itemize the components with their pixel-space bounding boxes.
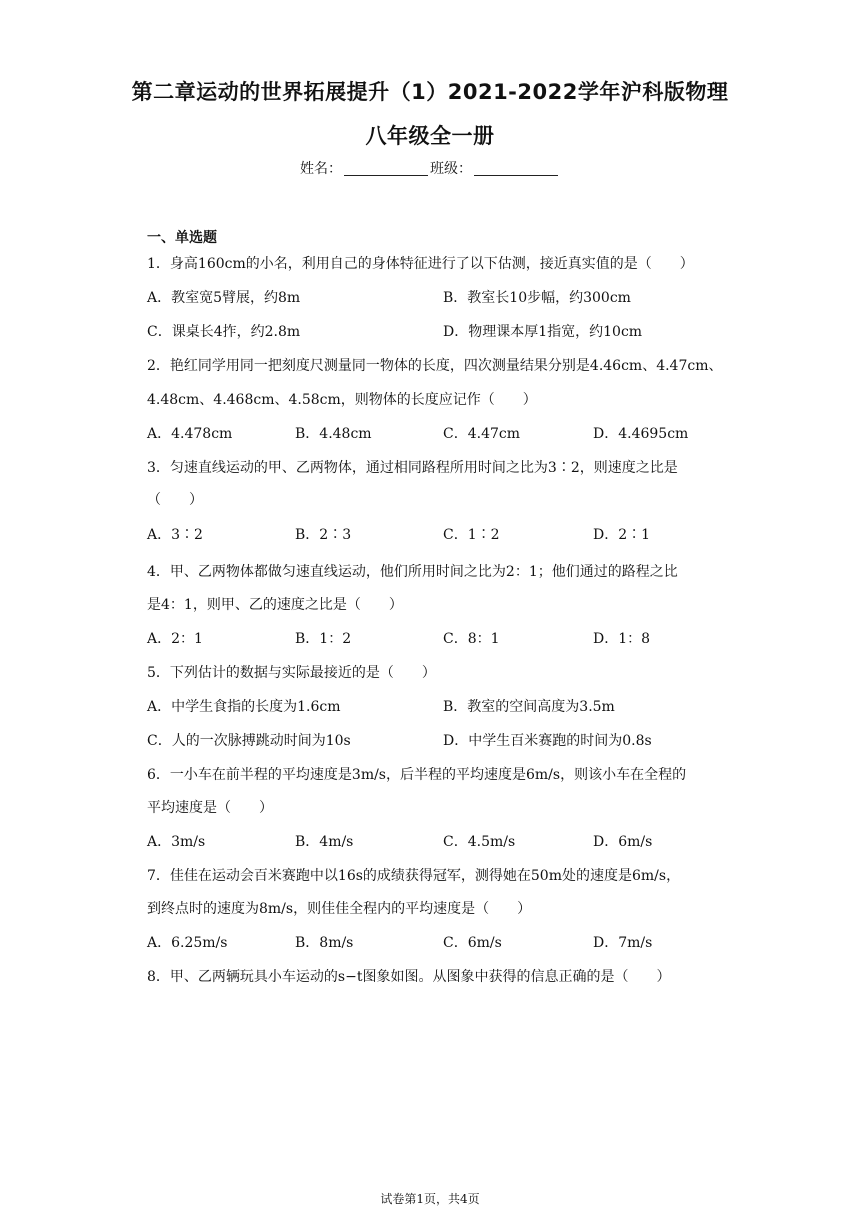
question-6-line-1: 6．一小车在前半程的平均速度是3m/s，后半程的平均速度是6m/s，则该小车在全程的 [147,767,687,783]
section-heading: 一、单选题 [147,230,217,246]
page-footer: 试卷第1页，共4页 [380,1192,480,1206]
question-7-line-1: 7．佳佳在运动会百米赛跑中以16s的成绩获得冠军，测得她在50m处的速度是6m/s， [147,868,681,884]
class-blank [474,161,558,176]
q6-option-b: B．4m/s [295,834,354,850]
question-3-line-1: 3．匀速直线运动的甲、乙两物体，通过相同路程所用时间之比为3∶2，则速度之比是 [147,460,678,476]
q2-option-d: D．4.4695cm [593,426,689,442]
q7-option-c: C．6m/s [443,935,502,951]
q3-option-c: C．1∶2 [443,527,500,543]
question-1: 1．身高160cm的小名，利用自己的身体特征进行了以下估测，接近真实值的是（ ） [147,256,694,272]
q3-option-d: D．2∶1 [593,527,651,543]
q2-option-c: C．4.47cm [443,426,520,442]
q5-option-d: D．中学生百米赛跑的时间为0.8s [443,733,652,749]
q4-option-a: A．2：1 [147,631,203,647]
q6-option-a: A．3m/s [147,834,206,850]
name-label: 姓名： [300,161,342,177]
question-2-line-2: 4.48cm、4.468cm、4.58cm，则物体的长度应记作（ ） [147,392,537,408]
q5-option-c: C．人的一次脉搏跳动时间为10s [147,733,351,749]
name-blank [344,161,428,176]
title-line-2: 八年级全一册 [365,124,495,148]
q4-option-b: B．1：2 [295,631,352,647]
student-info [0,158,860,178]
q5-option-a: A．中学生食指的长度为1.6cm [147,699,341,715]
q5-option-b: B．教室的空间高度为3.5m [443,699,615,715]
q1-option-d: D．物理课本厚1指宽，约10cm [443,324,643,340]
question-4-line-2: 是4：1，则甲、乙的速度之比是（ ） [147,597,403,613]
q1-option-a: A．教室宽5臂展，约8m [147,290,301,306]
question-5: 5．下列估计的数据与实际最接近的是（ ） [147,665,436,681]
question-7-line-2: 到终点时的速度为8m/s，则佳佳全程内的平均速度是（ ） [147,901,532,917]
class-label: 班级： [430,161,472,177]
q1-option-c: C．课桌长4拃，约2.8m [147,324,301,340]
question-2-line-1: 2．艳红同学用同一把刻度尺测量同一物体的长度，四次测量结果分别是4.46cm、4.47cm、 [147,358,723,374]
q4-option-d: D．1：8 [593,631,651,647]
q7-option-b: B．8m/s [295,935,354,951]
q2-option-b: B．4.48cm [295,426,372,442]
question-8: 8．甲、乙两辆玩具小车运动的s−t图象如图。从图象中获得的信息正确的是（ ） [147,969,671,985]
question-6-line-2: 平均速度是（ ） [147,800,273,816]
question-3-line-2: （ ） [147,492,203,508]
q2-option-a: A．4.478cm [147,426,233,442]
q7-option-d: D．7m/s [593,935,653,951]
q7-option-a: A．6.25m/s [147,935,228,951]
title-line-1: 第二章运动的世界拓展提升（1）2021-2022学年沪科版物理 [131,80,729,104]
q3-option-a: A．3∶2 [147,527,203,543]
q1-option-b: B．教室长10步幅，约300cm [443,290,631,306]
q3-option-b: B．2∶3 [295,527,352,543]
q4-option-c: C．8：1 [443,631,500,647]
q6-option-c: C．4.5m/s [443,834,516,850]
q6-option-d: D．6m/s [593,834,653,850]
question-4-line-1: 4．甲、乙两物体都做匀速直线运动，他们所用时间之比为2：1；他们通过的路程之比 [147,564,678,580]
